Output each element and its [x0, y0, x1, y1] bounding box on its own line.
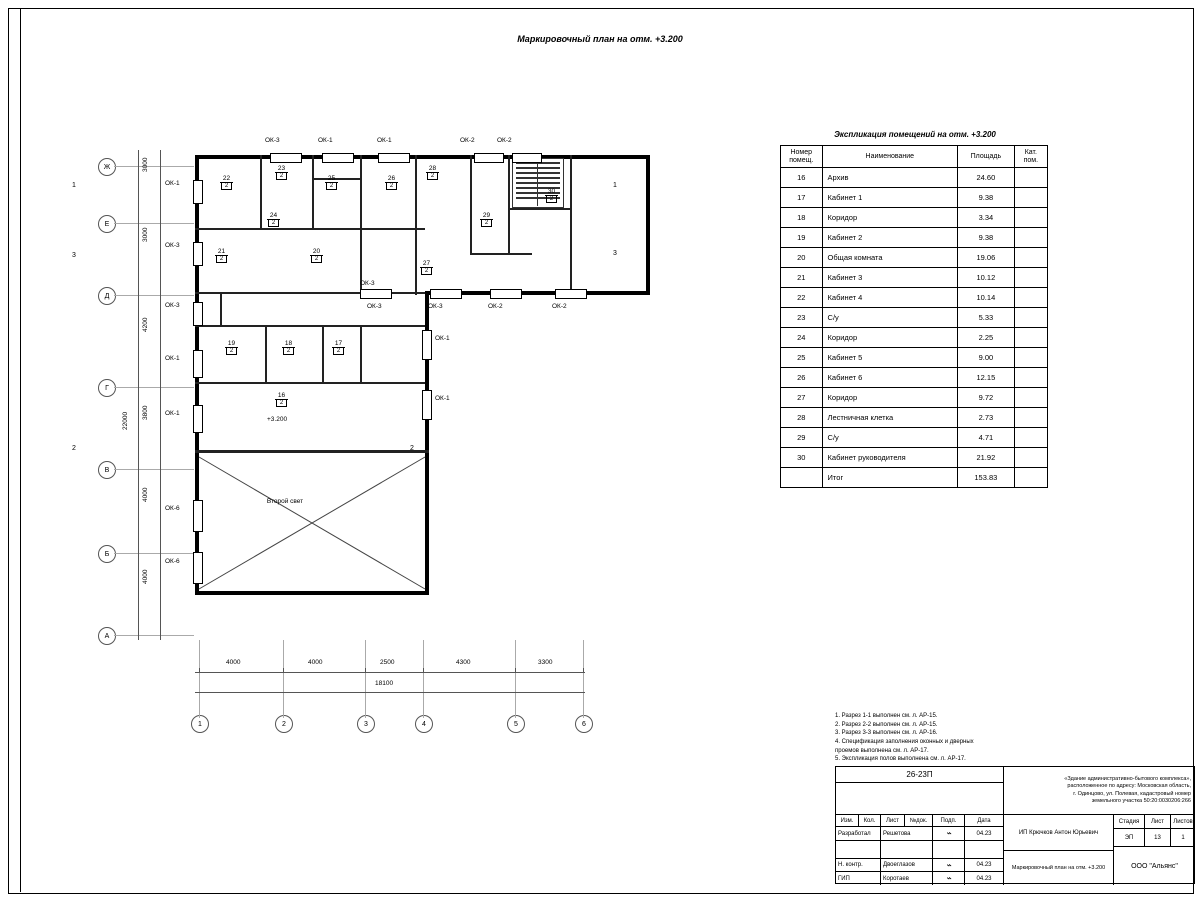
object-line-3: г. Одинцово, ул. Полевая, кадастровый номер — [1073, 790, 1191, 797]
note-line-3: 3. Разрез 3-3 выполнен см. л. АР-16. — [835, 730, 938, 737]
project-code: 26-23П — [836, 767, 1004, 783]
window-opening — [378, 153, 410, 163]
note-line-6: 5. Экспликация полов выполнена см. л. АР-17. — [835, 756, 966, 763]
cell-num: 16 — [781, 168, 823, 188]
room-number: 16 — [275, 392, 288, 400]
window-label-top-4: ОК-2 — [460, 137, 475, 144]
section-mark-1-left: 1 — [72, 182, 76, 189]
window-label-mid-1: ОК-3 — [367, 303, 382, 310]
window-label-top-5: ОК-2 — [497, 137, 512, 144]
double-height-text: Второй свет — [266, 498, 304, 505]
window-opening — [430, 289, 462, 299]
room-number: 24 — [267, 212, 280, 220]
dimension-h-3: 2500 — [380, 659, 395, 666]
wall-interior — [508, 208, 572, 210]
cell-num: 25 — [781, 348, 823, 368]
cell-num: 27 — [781, 388, 823, 408]
cell-num: 26 — [781, 368, 823, 388]
cell-area: 9.00 — [958, 348, 1015, 368]
section-mark-3-left: 3 — [72, 252, 76, 259]
dimension-v-1: 3000 — [142, 157, 149, 172]
general-notes — [835, 712, 974, 764]
cell-num: 18 — [781, 208, 823, 228]
dimension-v-6: 4000 — [142, 569, 149, 584]
object-line-1: «Здание административно-бытового комплекса», — [1064, 775, 1191, 782]
room-number: 27 — [420, 260, 433, 268]
role-date-blank — [965, 841, 1004, 859]
cell-name: Коридор — [822, 388, 958, 408]
dimension-chain-horizontal — [195, 672, 585, 673]
room-marker-25 — [325, 175, 338, 190]
cell-cat — [1014, 188, 1047, 208]
role-label-2: Н. контр. — [836, 859, 881, 872]
window-opening — [422, 390, 432, 420]
cell-cat — [1014, 468, 1047, 488]
cell-area: 9.38 — [958, 188, 1015, 208]
dimension-chain-vertical — [138, 150, 139, 640]
cell-area: 9.72 — [958, 388, 1015, 408]
window-label-mid-4: ОК-2 — [488, 303, 503, 310]
room-category: 2 — [268, 220, 279, 227]
wall-interior — [415, 155, 417, 295]
cell-cat — [1014, 268, 1047, 288]
cell-area: 9.38 — [958, 228, 1015, 248]
wall-interior — [195, 325, 425, 327]
cell-name: Коридор — [822, 208, 958, 228]
cell-cat — [1014, 228, 1047, 248]
note-line-1: 1. Разрез 1-1 выполнен см. л. АР-15. — [835, 713, 938, 719]
dimension-v-5: 4000 — [142, 487, 149, 502]
axis-grid-line — [199, 640, 200, 718]
object-description — [1004, 767, 1195, 815]
role-signature-3: ⌁ — [933, 872, 965, 885]
table-row — [781, 428, 1048, 448]
dimension-h-5: 3300 — [538, 659, 553, 666]
section-mark-1-right: 1 — [613, 182, 617, 189]
cell-area: 5.33 — [958, 308, 1015, 328]
cell-num: 24 — [781, 328, 823, 348]
table-row — [781, 328, 1048, 348]
room-category: 2 — [311, 256, 322, 263]
room-category: 2 — [216, 256, 227, 263]
wall-interior — [312, 180, 314, 228]
sheets-total-value: 1 — [1171, 829, 1195, 847]
room-number: 28 — [426, 165, 439, 173]
window-label-right-1: ОК-1 — [435, 335, 450, 342]
room-category: 2 — [221, 183, 232, 190]
stamp-header-data: Дата — [965, 815, 1004, 827]
dimension-tick — [423, 668, 424, 673]
window-label-mid-2: ОК-3 — [428, 303, 443, 310]
stage-header: Стадия — [1114, 815, 1145, 829]
header-room-area: Площадь — [958, 146, 1015, 168]
room-marker-17 — [332, 340, 345, 355]
stamp-header-kol: Кол. — [859, 815, 881, 827]
cell-cat — [1014, 248, 1047, 268]
room-number: 20 — [310, 248, 323, 256]
object-line-4: земельного участка 50:20:0030206:266 — [1091, 797, 1191, 804]
axis-label-a: А — [98, 627, 116, 645]
cell-cat — [1014, 288, 1047, 308]
header-room-number: Номер помещ. — [781, 146, 823, 168]
cell-area: 3.34 — [958, 208, 1015, 228]
cell-num: 17 — [781, 188, 823, 208]
section-mark-3-right: 3 — [613, 250, 617, 257]
room-category: 2 — [326, 183, 337, 190]
cell-num: 29 — [781, 428, 823, 448]
room-number: 30 — [545, 188, 558, 196]
header-room-category: Кат. пом. — [1014, 146, 1047, 168]
cell-num: 28 — [781, 408, 823, 428]
cell-cat — [1014, 348, 1047, 368]
wall-interior — [470, 155, 472, 255]
cell-name: Коридор — [822, 328, 958, 348]
cell-name: Кабинет 5 — [822, 348, 958, 368]
role-date-2: 04.23 — [965, 859, 1004, 872]
axis-grid-line — [583, 640, 584, 718]
dimension-h-2: 4000 — [308, 659, 323, 666]
room-number: 21 — [215, 248, 228, 256]
axis-grid-line — [423, 640, 424, 718]
window-label-mid-3: ОК-3 — [360, 280, 375, 287]
room-category: 2 — [386, 183, 397, 190]
room-marker-26 — [385, 175, 398, 190]
room-category: 2 — [481, 220, 492, 227]
role-date-3: 04.23 — [965, 872, 1004, 885]
room-marker-24 — [267, 212, 280, 227]
axis-grid-line — [283, 640, 284, 718]
company-name: ООО "Альянс" — [1131, 862, 1178, 870]
cell-num — [781, 468, 823, 488]
cell-cat — [1014, 448, 1047, 468]
window-opening — [360, 289, 392, 299]
axis-label-5: 5 — [507, 715, 525, 733]
table-row — [781, 188, 1048, 208]
cell-num: 22 — [781, 288, 823, 308]
room-marker-19 — [225, 340, 238, 355]
dimension-tick — [365, 668, 366, 673]
room-number: 17 — [332, 340, 345, 348]
axis-grid-line — [114, 295, 194, 296]
cell-name: С/у — [822, 308, 958, 328]
role-label-blank — [836, 841, 881, 859]
wall-interior — [472, 253, 532, 255]
dimension-v-total: 22000 — [122, 411, 129, 430]
dimension-tick — [515, 668, 516, 673]
axis-label-e: Е — [98, 215, 116, 233]
cell-area: 10.12 — [958, 268, 1015, 288]
room-marker-23 — [275, 165, 288, 180]
table-row — [781, 388, 1048, 408]
window-opening — [322, 153, 354, 163]
window-opening — [193, 180, 203, 204]
room-category: 2 — [421, 268, 432, 275]
sheet-header: Лист — [1145, 815, 1171, 829]
sheet-value: 13 — [1145, 829, 1171, 847]
window-label-right-2: ОК-1 — [435, 395, 450, 402]
dimension-chain-vertical-inner — [160, 150, 161, 640]
cell-area: 24.60 — [958, 168, 1015, 188]
double-height-void-cross — [195, 453, 429, 593]
room-marker-20 — [310, 248, 323, 263]
room-marker-27 — [420, 260, 433, 275]
double-height-label — [265, 498, 305, 506]
window-opening — [490, 289, 522, 299]
stage-value: ЭП — [1114, 829, 1145, 847]
cell-name: Лестничная клетка — [822, 408, 958, 428]
room-number: 29 — [480, 212, 493, 220]
role-person-3: Коротаев — [881, 872, 933, 885]
role-person-blank — [881, 841, 933, 859]
role-person-1: Решетова — [881, 827, 933, 841]
window-opening — [193, 500, 203, 532]
sheet-title: Маркировочный план на отм. +3.200 — [517, 34, 683, 44]
dimension-total-line — [195, 692, 585, 693]
wall-interior — [360, 325, 362, 382]
axis-label-3: 3 — [357, 715, 375, 733]
room-number: 19 — [225, 340, 238, 348]
wall-interior — [508, 155, 510, 255]
cell-num: 20 — [781, 248, 823, 268]
axis-label-2: 2 — [275, 715, 293, 733]
table-row — [781, 408, 1048, 428]
dimension-v-2: 3000 — [142, 227, 149, 242]
window-opening — [422, 330, 432, 360]
room-category: 2 — [333, 348, 344, 355]
window-opening — [193, 302, 203, 326]
role-person-2: Двоеглазов — [881, 859, 933, 872]
explication-table-block — [780, 130, 1050, 488]
cell-name: Кабинет 1 — [822, 188, 958, 208]
cell-cat — [1014, 308, 1047, 328]
room-category: 2 — [276, 173, 287, 180]
wall-interior — [322, 325, 324, 382]
room-number: 18 — [282, 340, 295, 348]
axis-label-4: 4 — [415, 715, 433, 733]
cell-name: Общая комната — [822, 248, 958, 268]
window-opening — [270, 153, 302, 163]
axis-label-zh: Ж — [98, 158, 116, 176]
cell-area: 21.92 — [958, 448, 1015, 468]
cell-num: 19 — [781, 228, 823, 248]
note-line-4: 4. Спецификация заполнения оконных и дверных — [835, 739, 974, 746]
sheet-left-binding-strip — [8, 8, 21, 892]
stamp-blank-upper — [836, 783, 1004, 815]
room-category: 2 — [283, 348, 294, 355]
window-label-top-1: ОК-3 — [265, 137, 280, 144]
dimension-h-4: 4300 — [456, 659, 471, 666]
drawing-name: Маркировочный план на отм. +3.200 — [1004, 851, 1114, 885]
sheets-total-header: Листов — [1171, 815, 1195, 829]
window-label-mid-5: ОК-2 — [552, 303, 567, 310]
window-label-left-1: ОК-1 — [165, 180, 180, 187]
stamp-header-list: Лист — [881, 815, 905, 827]
axis-label-g: Г — [98, 379, 116, 397]
table-row — [781, 168, 1048, 188]
window-label-left-7: ОК-6 — [165, 558, 180, 565]
wall-interior — [260, 155, 262, 228]
axis-grid-line — [114, 553, 194, 554]
stamp-header-podp: Подп. — [933, 815, 965, 827]
header-room-name: Наименование — [822, 146, 958, 168]
wall-interior — [220, 294, 222, 325]
room-number: 23 — [275, 165, 288, 173]
wall-interior — [195, 382, 425, 384]
dimension-tick — [583, 668, 584, 673]
role-signature-blank — [933, 841, 965, 859]
wall-interior — [265, 325, 267, 382]
cell-cat — [1014, 208, 1047, 228]
role-signature-2: ⌁ — [933, 859, 965, 872]
role-label-3: ГИП — [836, 872, 881, 885]
cell-cat — [1014, 168, 1047, 188]
floor-plan — [60, 120, 700, 740]
room-marker-16 — [275, 392, 288, 407]
axis-label-1: 1 — [191, 715, 209, 733]
wall-interior — [570, 155, 572, 295]
title-block — [835, 766, 1195, 884]
cell-area: 4.71 — [958, 428, 1015, 448]
window-label-left-3: ОК-3 — [165, 302, 180, 309]
cell-name: Итог — [822, 468, 958, 488]
axis-grid-line — [114, 635, 194, 636]
cell-area: 19.06 — [958, 248, 1015, 268]
room-number: 25 — [325, 175, 338, 183]
window-label-top-3: ОК-1 — [377, 137, 392, 144]
wall-exterior-top — [195, 155, 650, 159]
dimension-v-4: 3800 — [142, 405, 149, 420]
cell-area: 12.15 — [958, 368, 1015, 388]
cell-name: Кабинет 6 — [822, 368, 958, 388]
room-category: 2 — [427, 173, 438, 180]
customer-name: ИП Крючков Антон Юрьевич — [1004, 815, 1114, 851]
room-category: 2 — [276, 400, 287, 407]
cell-name: Кабинет 3 — [822, 268, 958, 288]
window-opening — [512, 153, 542, 163]
dimension-tick — [283, 668, 284, 673]
window-opening — [193, 405, 203, 433]
axis-grid-line — [114, 469, 194, 470]
window-opening — [193, 552, 203, 584]
window-label-top-2: ОК-1 — [318, 137, 333, 144]
cell-num: 30 — [781, 448, 823, 468]
cell-name: Кабинет 4 — [822, 288, 958, 308]
axis-grid-line — [114, 166, 194, 167]
section-mark-2-right: 2 — [410, 445, 414, 452]
stamp-header-izm: Изм. — [836, 815, 859, 827]
cell-area: 2.73 — [958, 408, 1015, 428]
cell-num: 23 — [781, 308, 823, 328]
room-number: 22 — [220, 175, 233, 183]
axis-label-6: 6 — [575, 715, 593, 733]
cell-name: С/у — [822, 428, 958, 448]
cell-area: 2.25 — [958, 328, 1015, 348]
axis-grid-line — [114, 223, 194, 224]
cell-cat — [1014, 408, 1047, 428]
note-line-5: проемов выполнена см. л. АР-17. — [835, 747, 929, 754]
cell-area: 153.83 — [958, 468, 1015, 488]
window-opening — [555, 289, 587, 299]
table-header-row — [781, 146, 1048, 168]
room-category: 2 — [226, 348, 237, 355]
cell-name: Архив — [822, 168, 958, 188]
table-row — [781, 228, 1048, 248]
window-opening — [193, 242, 203, 266]
dimension-h-1: 4000 — [226, 659, 241, 666]
cell-area: 10.14 — [958, 288, 1015, 308]
cell-name: Кабинет руководителя — [822, 448, 958, 468]
role-label-1: Разработал — [836, 827, 881, 841]
table-row — [781, 348, 1048, 368]
cell-cat — [1014, 368, 1047, 388]
room-marker-21 — [215, 248, 228, 263]
table-row — [781, 268, 1048, 288]
room-marker-28 — [426, 165, 439, 180]
window-opening — [193, 350, 203, 378]
axis-label-d: Д — [98, 287, 116, 305]
stamp-header-ndoc: №док. — [905, 815, 933, 827]
axis-grid-line — [515, 640, 516, 718]
cell-name: Кабинет 2 — [822, 228, 958, 248]
window-label-left-6: ОК-6 — [165, 505, 180, 512]
window-label-left-4: ОК-1 — [165, 355, 180, 362]
explication-table — [780, 145, 1048, 488]
dimension-tick — [199, 668, 200, 673]
cell-cat — [1014, 428, 1047, 448]
axis-label-v: В — [98, 461, 116, 479]
room-marker-22 — [220, 175, 233, 190]
table-row — [781, 448, 1048, 468]
room-number: 26 — [385, 175, 398, 183]
axis-grid-line — [365, 640, 366, 718]
table-row — [781, 308, 1048, 328]
axis-grid-line — [114, 387, 194, 388]
window-opening — [474, 153, 504, 163]
role-date-1: 04.23 — [965, 827, 1004, 841]
level-mark-label: +3.200 — [267, 416, 288, 423]
window-label-left-5: ОК-1 — [165, 410, 180, 417]
room-marker-30 — [545, 188, 558, 203]
explication-title: Экспликация помещений на отм. +3.200 — [834, 130, 996, 139]
cell-cat — [1014, 388, 1047, 408]
table-row — [781, 208, 1048, 228]
note-line-2: 2. Разрез 2-2 выполнен см. л. АР-15. — [835, 721, 938, 728]
wall-exterior-right-upper — [646, 155, 650, 295]
dimension-h-total: 18100 — [375, 680, 394, 687]
table-row — [781, 368, 1048, 388]
cell-num: 21 — [781, 268, 823, 288]
cell-cat — [1014, 328, 1047, 348]
table-row-total — [781, 468, 1048, 488]
room-marker-18 — [282, 340, 295, 355]
wall-interior — [360, 155, 362, 228]
section-mark-2-left: 2 — [72, 445, 76, 452]
table-row — [781, 248, 1048, 268]
table-row — [781, 288, 1048, 308]
window-label-left-2: ОК-3 — [165, 242, 180, 249]
room-marker-29 — [480, 212, 493, 227]
role-signature-1: ⌁ — [933, 827, 965, 841]
wall-interior — [195, 228, 425, 230]
dimension-v-3: 4200 — [142, 317, 149, 332]
axis-label-b: Б — [98, 545, 116, 563]
room-category: 2 — [546, 196, 557, 203]
object-line-2: расположенное по адресу: Московская область, — [1067, 783, 1191, 790]
